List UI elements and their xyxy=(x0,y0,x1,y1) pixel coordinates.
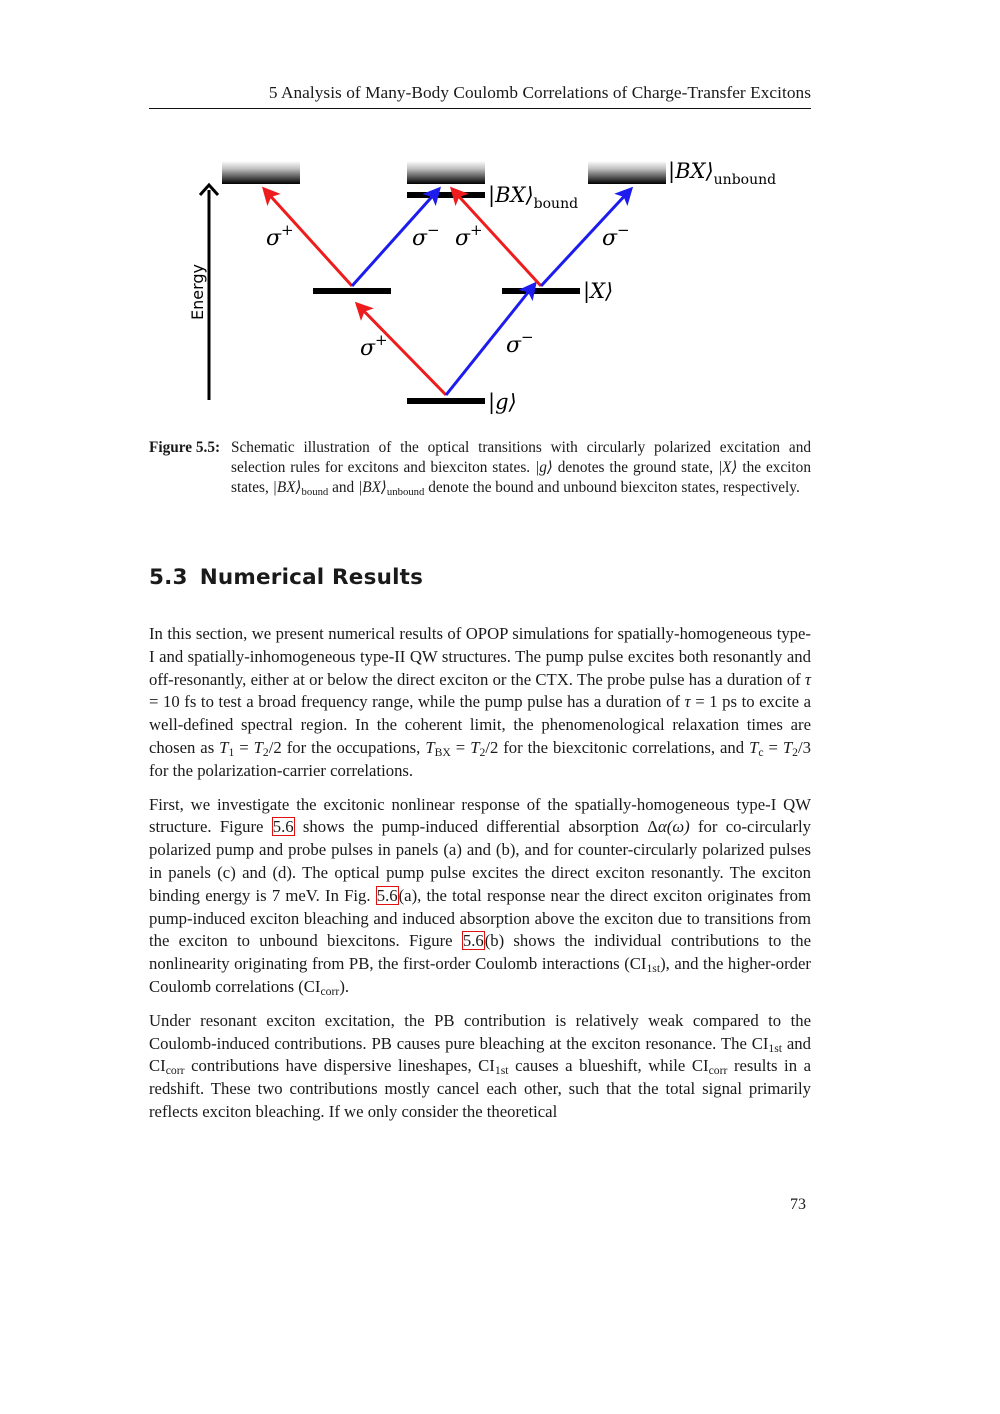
paragraph: In this section, we present numerical results of OPOP simulations for spatially-homogeneous type-I and spatially-inhomogeneous type-II QW structures. The pump pulse excites both resonantly and off-resonantly, either at or below the direct exciton or the CTX. The probe pulse has a duration of τ = 10 fs to test a broad frequency range, while the pump pulse has a duration of τ = 1 ps to excite a well-defined spectral region. In the coherent limit, the phenomenological relaxation times are chosen as $T_1 = T_2/2$ for the occupations, $T_{BX} = T_2/2$ for the biexcitonic correlations, and $T_c = T_2/3$ for the polarization-carrier correlations. xyxy=(149,624,811,780)
sigma-plus-label: σ+ xyxy=(455,221,483,251)
body-text xyxy=(149,623,811,1135)
sigma-plus-label: σ+ xyxy=(266,221,294,251)
page-number: 73 xyxy=(790,1196,806,1213)
sigma-plus-label: σ+ xyxy=(360,331,388,361)
figure-5-5 xyxy=(170,150,810,430)
unbound-continuum-right xyxy=(588,161,666,184)
sigma-minus-label: σ− xyxy=(602,221,630,251)
section-heading xyxy=(149,565,423,590)
unbound-continuum-middle xyxy=(407,161,485,184)
figure-reference-link[interactable]: 5.6 xyxy=(272,817,294,837)
sigma-minus-label: σ− xyxy=(412,221,440,251)
sigma-minus-label: σ− xyxy=(506,328,534,358)
running-header-title: 5 Analysis of Many-Body Coulomb Correlations of Charge-Transfer Excitons xyxy=(268,83,811,102)
exciton-level-right xyxy=(502,288,580,294)
paragraph: Under resonant exciton excitation, the PB contribution is relatively weak compared to the Coulomb-induced contributions. PB causes pure bleaching at the exciton resonance. The $CI_{1st}$ and $CI_{corr}$ contributions have dispersive lineshapes, $CI_{1st}$ causes a blueshift, while $CI_{corr}$ results in a redshift. These two contributions mostly cancel each other, such that the total signal primarily reflects exciton bleaching. If we only consider the theoretical xyxy=(149,1010,811,1121)
caption-label: Figure 5.5: xyxy=(149,439,221,456)
energy-level-diagram xyxy=(170,150,810,430)
running-header xyxy=(149,82,811,109)
section-title: Numerical Results xyxy=(199,565,424,590)
figure-caption xyxy=(149,438,811,499)
figure-reference-link[interactable]: 5.6 xyxy=(376,885,398,905)
unbound-continuum-left xyxy=(222,161,300,184)
ground-level xyxy=(407,398,485,404)
section-number: 5.3 xyxy=(149,565,188,590)
unbound-biexciton-label: $|BX⟩_{unbound}$ xyxy=(668,159,777,188)
figure-reference-link[interactable]: 5.6 xyxy=(462,931,484,951)
ground-state-label: |g⟩ xyxy=(488,390,517,414)
bound-biexciton-level xyxy=(407,192,485,198)
paragraph: First, we investigate the excitonic nonlinear response of the spatially-homogeneous type-I QW structure. Figure 5.6 shows the pump-induced differential absorption Δα(ω) for co-circularly polarized pump and probe pulses in panels (a) and (b), and for counter-circularly polarized pulses in panels (c) and (d). The optical pump pulse excites the direct exciton resonantly. The exciton binding energy is 7 meV. In Fig. 5.6(a), the total response near the direct exciton originates from pump-induced exciton bleaching and induced absorption above the exciton due to transitions from the exciton to unbound biexcitons. Figure 5.6(b) shows the individual contributions to the nonlinearity originating from PB, the first-order Coulomb interactions $(CI_{1st})$, and the higher-order Coulomb correlations $(CI_{corr})$. xyxy=(149,794,812,998)
bound-biexciton-label: $|BX⟩_{bound}$ xyxy=(488,183,579,212)
caption-text: Schematic illustration of the optical transitions with circularly polarized excitation and selection rules for excitons and biexciton states. |g⟩ denotes the ground state, |X⟩ the exciton states, $|BX⟩_{bound}$ and $|BX⟩_{unbound}$ denote the bound and unbound biexciton states, respectively. xyxy=(231,439,811,499)
exciton-level-left xyxy=(313,288,391,294)
exciton-label: |X⟩ xyxy=(583,279,614,303)
energy-axis-label: Energy xyxy=(188,263,207,321)
